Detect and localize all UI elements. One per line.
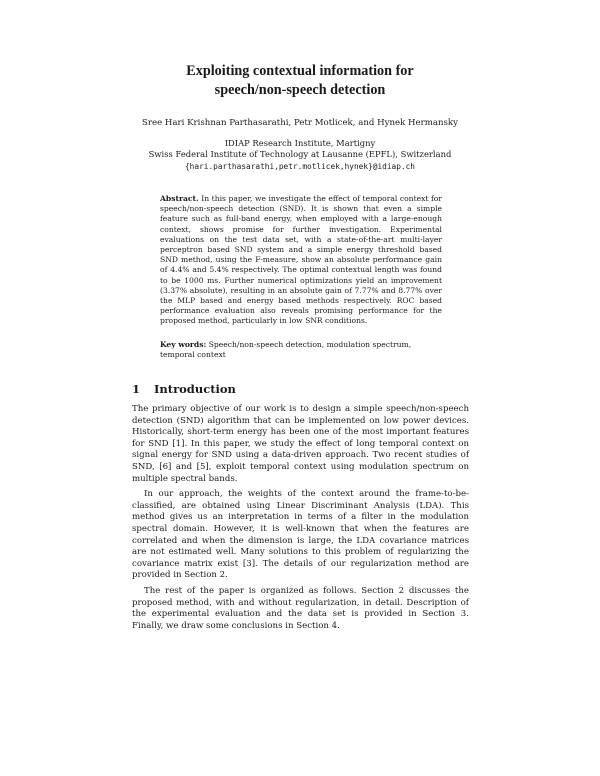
abstract bbox=[160, 194, 442, 327]
affiliation-university: Swiss Federal Institute of Technology at Lausanne (EPFL), Switzerland bbox=[148, 149, 452, 160]
keywords-text: Speech/non-speech detection, modulation spectrum, temporal context bbox=[160, 340, 412, 360]
keywords-label: Key words: bbox=[160, 340, 207, 349]
abstract-text: In this paper, we investigate the effect of temporal context for speech/non-speech detection (SND). It is shown that even a simple feature such as full-band energy, when employed with a large-enough context, shows promise for further investigation. Experimental evaluations on the test data set, with a state-of-the-art multi-layer perceptron based SND system and a simple energy threshold based SND method, using the F-measure, show an absolute performance gain of 4.4% and 5.4% respectively. The optimal contextual length was found to be 1000 ms. Further numerical optimizations yield an improvement (3.37% absolute), resulting in an absolute gain of 7.77% and 8.77% over the MLP based and energy based methods respectively. ROC based performance evaluation also reveals promising performance for the proposed method, particularly in low SNR conditions. bbox=[160, 194, 442, 326]
abstract-label: Abstract. bbox=[160, 194, 199, 203]
introduction-body bbox=[132, 404, 469, 636]
intro-paragraph-1: The primary objective of our work is to design a simple speech/non-speech detection (SND) algorithm that can be implemented on low power devices. Historically, short-term energy has been one of the most important features for SND [1]. In this paper, we study the effect of long temporal context on signal energy for SND using a data-driven approach. Two recent studies of SND, [6] and [5], exploit temporal context using modulation spectrum on multiple spectral bands. bbox=[132, 404, 469, 484]
keywords bbox=[160, 340, 442, 360]
section-number: 1 bbox=[132, 382, 141, 396]
paper-title bbox=[100, 62, 500, 100]
intro-paragraph-3: The rest of the paper is organized as follows. Section 2 discusses the proposed method, with and without regularization, in detail. Description of the experimental evaluation and the data set is provided in Section 3. Finally, we draw some conclusions in Section 4. bbox=[132, 585, 469, 631]
section-heading-introduction bbox=[132, 382, 236, 396]
author-emails: {hari.parthasarathi,petr.motlicek,hynek}@idiap.ch bbox=[184, 161, 415, 171]
intro-paragraph-2: In our approach, the weights of the context around the frame-to-be-classified, are obtained using Linear Discriminant Analysis (LDA). This method gives us an interpretation in terms of a filter in the modulation spectral domain. However, it is well-known that when the features are correlated and when the dimension is large, the LDA covariance matrices are not estimated well. Many solutions to this problem of regularizing the covariance matrix exist [3]. The details of our regularization method are provided in Section 2. bbox=[132, 489, 469, 581]
affiliation-block bbox=[80, 138, 520, 172]
affiliation-institute: IDIAP Research Institute, Martigny bbox=[224, 138, 376, 148]
section-title: Introduction bbox=[154, 382, 236, 396]
author-list: Sree Hari Krishnan Parthasarathi, Petr Motlicek, and Hynek Hermansky bbox=[142, 118, 458, 128]
title-line-1: Exploiting contextual information for bbox=[186, 63, 414, 79]
title-line-2: speech/non-speech detection bbox=[214, 82, 386, 98]
